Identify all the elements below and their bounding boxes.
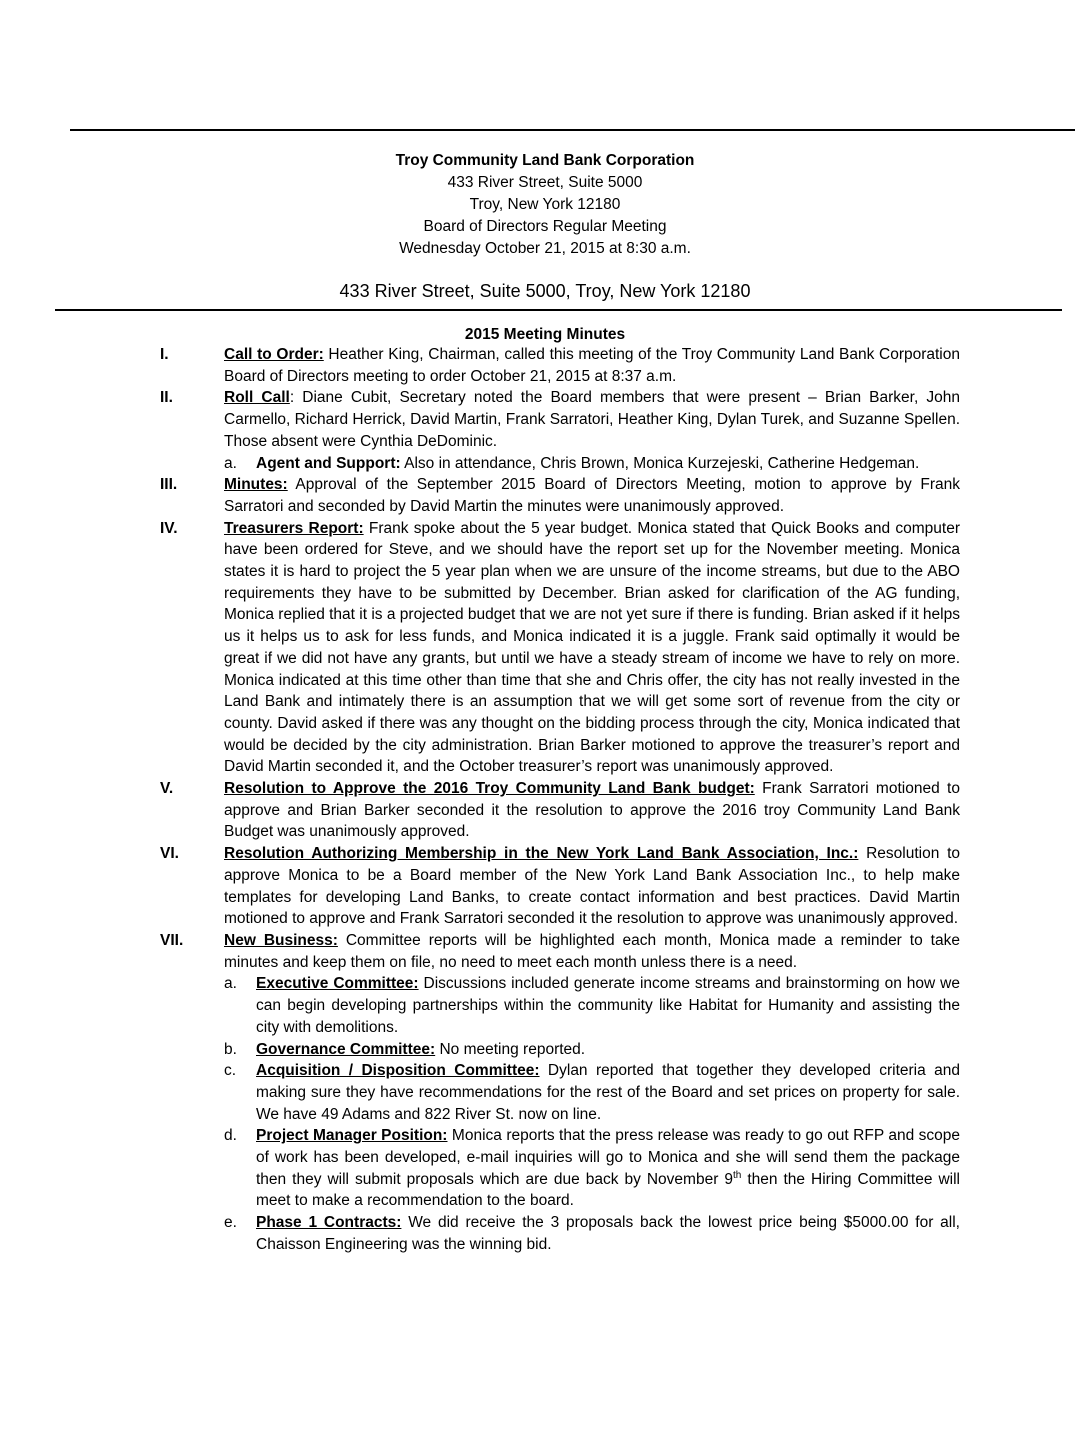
org-name: Troy Community Land Bank Corporation	[395, 152, 695, 169]
section-body: Committee reports will be highlighted each month, Monica made a reminder to take minutes and keep them on file, no need to meet each month unless there is a need.	[224, 931, 960, 971]
subitem-governance-committee	[224, 1039, 960, 1061]
section-call-to-order	[160, 344, 960, 387]
section-heading: Roll Call	[224, 389, 290, 407]
section-body: Frank spoke about the 5 year budget. Monica stated that Quick Books and computer have been ordered for Steve, and we should have the report set up for the November meeting. Monica states it is hard to project the 5 year plan when we are unsure of the income streams, but due to the ABO requirements they have to be submitted by December. Brian asked for clarification of the AG funding, Monica replied that it is a projected budget that we are not yet sure if there is funding. Brian asked if it helps us it helps us to ask for less funds, and Monica indicated it is a juggle. Frank said optimally it would be great if we did not have any grants, but until we have a steady stream of income we have to rely on more. Monica indicated at this time other than time that she and Chris offer, the city has not really invested in the Land Bank and intimately there is an assumption that we will get some sort of revenue from the city or county. David asked if there was any thought on the bidding process through the city, Monica indicated that would be decided by the city administration. Brian Barker motioned to approve the treasurer’s report and David Martin seconded it, and the October treasurer’s report was unanimously approved.	[224, 519, 960, 776]
minutes-sections	[160, 344, 960, 1256]
subitem-body: Discussions included generate income streams and brainstorming on how we can begin developing partnerships within the community like Habitat for Humanity and assisting the city with demolitions.	[256, 975, 960, 1036]
section-body: : Diane Cubit, Secretary noted the Board members that were present – Brian Barker, John Carmello, Richard Herrick, David Martin, Frank Sarratori, Heather King, Dylan Turek, and Suzanne Spellen. Those absent were Cynthia DeDominic.	[224, 389, 961, 450]
subitem-letter: a.	[224, 975, 237, 993]
meeting-date: Wednesday October 21, 2015 at 8:30 a.m.	[399, 240, 691, 257]
section-number: IV.	[160, 519, 178, 537]
section-number: VII.	[160, 931, 184, 949]
subitem-letter: a.	[224, 454, 237, 472]
section-heading: Minutes:	[224, 476, 288, 494]
subitem-executive-committee	[224, 973, 960, 1038]
section-new-business	[160, 930, 960, 1256]
subitem-acquisition-committee	[224, 1060, 960, 1125]
section-minutes	[160, 474, 960, 517]
subitem-letter: d.	[224, 1127, 237, 1145]
document-header	[200, 150, 890, 260]
subitem-label: Executive Committee:	[256, 975, 419, 993]
city-address: Troy, New York 12180	[469, 196, 621, 213]
subitem-project-manager	[224, 1125, 960, 1212]
subitem-label: Governance Committee:	[256, 1040, 436, 1058]
section-treasurers-report	[160, 518, 960, 778]
section-heading: Resolution to Approve the 2016 Troy Community Land Bank budget:	[224, 780, 755, 798]
subitem-label: Agent and Support:	[256, 454, 401, 472]
top-rule	[70, 129, 1075, 131]
subitem-label: Project Manager Position:	[256, 1127, 448, 1145]
subitem-body: We did receive the 3 proposals back the lowest price being $5000.00 for all, Chaisson Engineering was the winning bid.	[256, 1214, 960, 1253]
section-number: V.	[160, 780, 174, 798]
subitem-letter: b.	[224, 1040, 237, 1058]
section-heading: Treasurers Report:	[224, 519, 364, 537]
section-roll-call	[160, 387, 960, 474]
subitem-letter: e.	[224, 1214, 237, 1232]
section-number: III.	[160, 476, 178, 494]
section-body: Frank Sarratori motioned to approve and Brian Barker seconded it the resolution to approve the 2016 troy Community Land Bank Budget was unanimously approved.	[224, 780, 960, 841]
subitem-body: Also in attendance, Chris Brown, Monica Kurzejeski, Catherine Hedgeman.	[400, 454, 920, 472]
section-membership-resolution	[160, 843, 960, 930]
section-heading: Resolution Authorizing Membership in the New York Land Bank Association, Inc.:	[224, 845, 859, 863]
middle-rule	[55, 309, 1062, 311]
subitem-label: Phase 1 Contracts:	[256, 1214, 402, 1232]
section-number: I.	[160, 346, 169, 363]
ordinal-suffix: th	[732, 1169, 742, 1181]
subitem-body-end: then the Hiring Committee will meet to make a recommendation to the board.	[256, 1170, 960, 1210]
minutes-title: 2015 Meeting Minutes	[464, 326, 626, 343]
street-address: 433 River Street, Suite 5000	[447, 174, 643, 191]
meeting-type: Board of Directors Regular Meeting	[423, 218, 667, 235]
section-body: Resolution to approve Monica to be a Board member of the New York Land Bank Association Inc., to help make templates for developing Land Banks, to create contact information and best practices. David Martin motioned to approve and Frank Sarratori seconded it the resolution to approve was unanimously approved.	[224, 845, 960, 928]
section-number: VI.	[160, 845, 179, 863]
subitem-body: Dylan reported that together they developed criteria and making sure they have recommendations for the rest of the Board and set prices on property for sale. We have 49 Adams and 822 River St. now on line.	[256, 1062, 960, 1123]
subitem-agent-support	[224, 453, 960, 475]
subitem-label: Acquisition / Disposition Committee:	[256, 1062, 540, 1080]
section-budget-resolution	[160, 778, 960, 843]
address-line: 433 River Street, Suite 5000, Troy, New York 12180	[339, 281, 751, 301]
subitem-letter: c.	[224, 1062, 237, 1080]
subitem-body: No meeting reported.	[435, 1040, 586, 1058]
subitem-body: Monica reports that the press release was ready to go out RFP and scope of work has been developed, e-mail inquiries will go to Monica and she will send them the package then they will submit proposals which are due back by November 9	[256, 1127, 961, 1188]
section-heading: Call to Order:	[224, 346, 324, 363]
section-body: Approval of the September 2015 Board of Directors Meeting, motion to approve by Frank Sarratori and seconded by David Martin the minutes were unanimously approved.	[224, 476, 960, 515]
subitem-phase1-contracts	[224, 1212, 960, 1255]
section-heading: New Business:	[224, 931, 338, 949]
section-body: Heather King, Chairman, called this meeting of the Troy Community Land Bank Corporation Board of Directors meeting to order October 21, 2015 at 8:37 a.m.	[224, 346, 960, 385]
section-number: II.	[160, 389, 173, 407]
